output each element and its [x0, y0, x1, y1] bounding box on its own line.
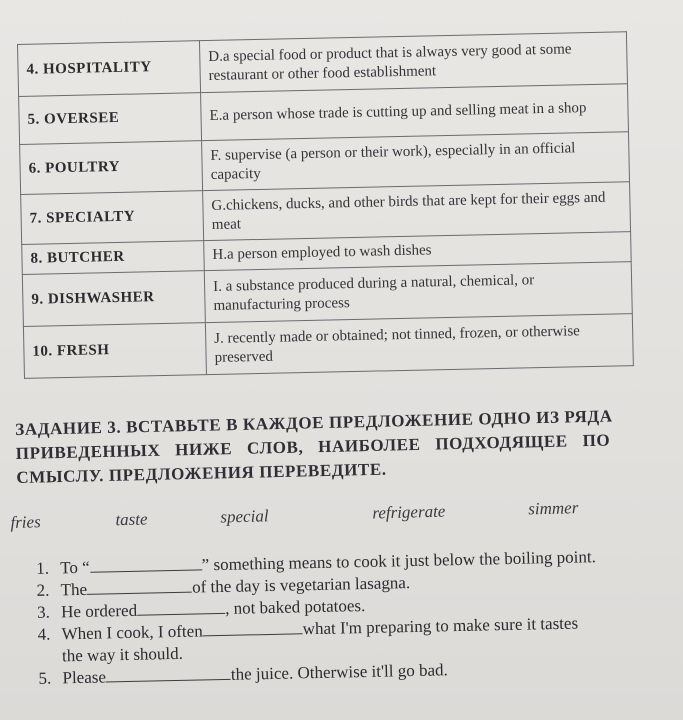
task-heading-line: СМЫСЛУ. ПРЕДЛОЖЕНИЯ ПЕРЕВЕДИТЕ. [16, 459, 387, 487]
term-cell: 10. FRESH [23, 323, 206, 379]
definition-cell: H.a person employed to wash dishes [204, 232, 632, 271]
definition-cell: J. recently made or obtained; not tinned, frozen, or otherwise preserved [205, 314, 633, 375]
term-cell: 5. OVERSEE [19, 93, 202, 145]
word-bank-item: special [220, 506, 269, 527]
answer-blank[interactable] [202, 618, 302, 636]
item-number: 3. [36, 602, 51, 622]
sentence-text: the way it should. [61, 643, 184, 666]
task-heading [15, 403, 683, 490]
sentence-text: The [60, 579, 88, 600]
sentence-text: , not baked potatoes. [224, 595, 366, 618]
sentence-text: the juice. Otherwise it'll go bad. [230, 660, 449, 684]
word-bank-item: simmer [528, 498, 579, 519]
sentence-text: When I cook, I often [61, 621, 203, 644]
item-number: 5. [38, 668, 52, 688]
term-cell: 9. DISHWASHER [22, 271, 205, 327]
definition-cell: I. a substance produced during a natural, chemical, or manufacturing process [204, 262, 632, 323]
word-bank [10, 489, 631, 535]
sentence-text: Please [62, 667, 107, 688]
definition-cell: G.chickens, ducks, and other birds that are kept for their eggs and meat [203, 182, 631, 241]
sentence-text: ” something means to cook it just below the boiling point. [201, 547, 597, 575]
answer-blank[interactable] [89, 554, 201, 572]
item-number: 4. [37, 624, 51, 644]
sentence-text: of the day is vegetarian lasagna. [191, 573, 411, 597]
word-bank-item: refrigerate [372, 501, 446, 523]
answer-blank[interactable] [106, 664, 231, 683]
word-bank-item: fries [10, 512, 41, 532]
term-cell: 4. HOSPITALITY [18, 41, 201, 97]
sentence-text: To “ [60, 557, 90, 578]
answer-blank[interactable] [137, 598, 225, 616]
definition-cell: F. supervise (a person or their work), especially in an official capacity [202, 132, 630, 191]
vocabulary-table [17, 31, 634, 379]
sentence-text: He ordered [60, 600, 138, 622]
task-heading-line: ПРИВЕДЕННЫХ НИЖЕ СЛОВ, НАИБОЛЕЕ ПОДХОДЯЩЕЕ ПО [15, 430, 611, 463]
definition-cell: E.a person whose trade is cutting up and selling meat in a shop [201, 84, 629, 141]
term-cell: 6. POULTRY [20, 141, 203, 195]
word-bank-item: taste [115, 509, 148, 530]
definition-cell: D.a special food or product that is always very good at some restaurant or other food establishment [199, 32, 627, 93]
sentence-list [30, 544, 683, 690]
item-number: 1. [36, 558, 50, 578]
sentence-text: what I'm preparing to make sure it tastes [302, 613, 579, 639]
answer-blank[interactable] [87, 577, 192, 595]
term-cell: 8. BUTCHER [22, 241, 205, 275]
item-number: 2. [36, 580, 50, 600]
term-cell: 7. SPECIALTY [21, 191, 204, 245]
task-heading-line: ЗАДАНИЕ 3. ВСТАВЬТЕ В КАЖДОЕ ПРЕДЛОЖЕНИЕ ОДНО ИЗ РЯДА [15, 406, 613, 439]
